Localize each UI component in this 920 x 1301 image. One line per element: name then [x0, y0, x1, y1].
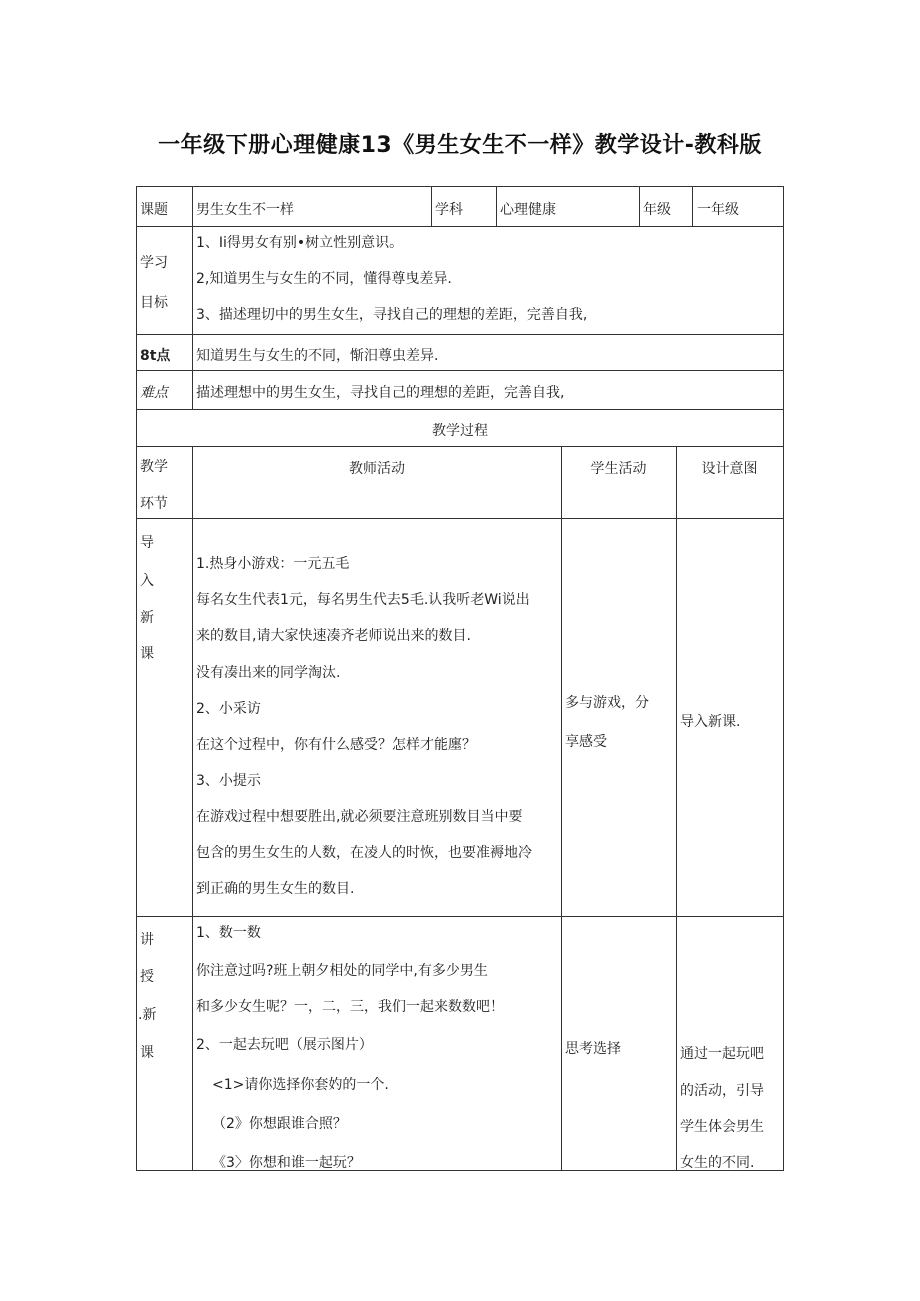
key-point-value: 知道男生与女生的不同，惭汨尊虫差异.: [196, 348, 439, 364]
table-line: [639, 186, 640, 226]
subject-value: 心理健康: [500, 202, 556, 218]
lecture-teacher-line: <1>请你选择你套妁的一个.: [212, 1077, 389, 1093]
key-point-label: 8t点: [140, 348, 171, 364]
lecture-stage: .新: [138, 1007, 157, 1023]
intro-teacher-line: 没有凑出来的同学淘汰.: [196, 665, 341, 681]
lecture-intent-line: 的活动，引导: [680, 1083, 764, 1099]
table-line: [136, 916, 784, 917]
lecture-teacher-line: 1、数一数: [196, 925, 261, 941]
table-line: [561, 446, 562, 1171]
lecture-stage: 课: [140, 1045, 154, 1061]
table-line: [676, 446, 677, 1171]
lecture-intent-line: 学生体会男生: [680, 1119, 764, 1135]
lecture-stage: 授: [140, 969, 154, 985]
grade-label: 年级: [643, 202, 671, 218]
intro-teacher-line: 包含的男生女生的人数，在凌人的时恢，也要准褥地冷: [196, 845, 532, 861]
lecture-teacher-line: 《3〉你想和谁一起玩？: [212, 1155, 361, 1171]
goal-item: 2,知道男生与女生的不同，懂得尊曳差异.: [196, 271, 452, 287]
goal-item: 3、描述理切中的男生女生，寻找自己的理想的差距，完善自我,: [196, 307, 588, 323]
intro-student-line: 享感受: [565, 734, 607, 750]
lecture-teacher-line: 和多少女生呢？一，二，三，我们一起来数数吧！: [196, 999, 504, 1015]
lecture-stage: 讲: [140, 932, 154, 948]
student-header: 学生活动: [590, 461, 647, 477]
intro-teacher-line: 到正确的男生女生的数目.: [196, 881, 355, 897]
intro-stage: 课: [140, 646, 154, 662]
intro-teacher-line: 来的数目,请大家快速凑齐老师说出来的数目.: [196, 628, 471, 644]
table-line: [136, 226, 784, 227]
intro-teacher-line: 3、小提示: [196, 773, 261, 789]
subject-label: 学科: [435, 202, 463, 218]
table-line: [431, 186, 432, 226]
process-title: 教学过程: [432, 423, 488, 439]
intent-header: 设计意图: [701, 461, 758, 477]
intro-teacher-line: 在这个过程中，你有什么感受？怎样才能廛？: [196, 737, 476, 753]
lesson-label: 课题: [140, 202, 168, 218]
intro-stage: 新: [140, 610, 154, 626]
intro-teacher-line: 2、小采访: [196, 701, 261, 717]
grade-value: 一年级: [697, 202, 739, 218]
table-border-right: [783, 186, 784, 1171]
lecture-teacher-line: 2、一起去玩吧（展示图片）: [196, 1037, 373, 1053]
intro-teacher-line: 每名女生代表1元，每名男生代去5毛.认我听老Wi说出: [196, 592, 530, 608]
document-title: 一年级下册心理健康13《男生女生不一样》教学设计-教科版: [158, 133, 762, 158]
goals-label: 目标: [140, 295, 168, 311]
intro-intent: 导入新课.: [680, 714, 741, 730]
table-line: [136, 518, 784, 519]
difficulty-value: 描述理想中的男生女生，寻找自己的理想的差距，完善自我,: [196, 385, 565, 401]
difficulty-label: 难点: [140, 385, 168, 401]
intro-teacher-line: 1.热身小游戏：一元五毛: [196, 556, 350, 572]
teacher-header: 教师活动: [349, 461, 405, 477]
table-line: [496, 186, 497, 226]
table-line: [192, 186, 193, 410]
stage-header: 教学: [140, 459, 168, 475]
table-line: [136, 370, 784, 371]
goal-item: 1、Ii得男女有别•树立性别意识。: [196, 235, 404, 251]
table-border-left: [136, 186, 137, 1171]
lecture-intent-line: 女生的不同.: [680, 1155, 755, 1171]
lecture-student: 思考选择: [565, 1041, 621, 1057]
table-line: [692, 186, 693, 226]
table-line: [136, 334, 784, 335]
lecture-intent-line: 通过一起玩吧: [680, 1046, 764, 1062]
table-line: [136, 409, 784, 410]
intro-stage: 入: [140, 573, 154, 589]
table-border-top: [136, 186, 784, 187]
table-line: [136, 446, 784, 447]
lecture-teacher-line: 你注意过吗?班上朝夕相处的同学中,有多少男生: [196, 963, 488, 979]
intro-stage: 导: [140, 535, 154, 551]
lesson-value: 男生女生不一样: [196, 202, 294, 218]
lecture-teacher-line: （2》你想跟谁合照？: [212, 1116, 347, 1132]
goals-label: 学习: [140, 255, 168, 271]
stage-header: 环节: [140, 496, 168, 512]
intro-teacher-line: 在游戏过程中想要胜出,就必须要注意班别数目当中要: [196, 809, 523, 825]
table-line: [192, 446, 193, 1171]
intro-student-line: 多与游戏，分: [565, 695, 649, 711]
